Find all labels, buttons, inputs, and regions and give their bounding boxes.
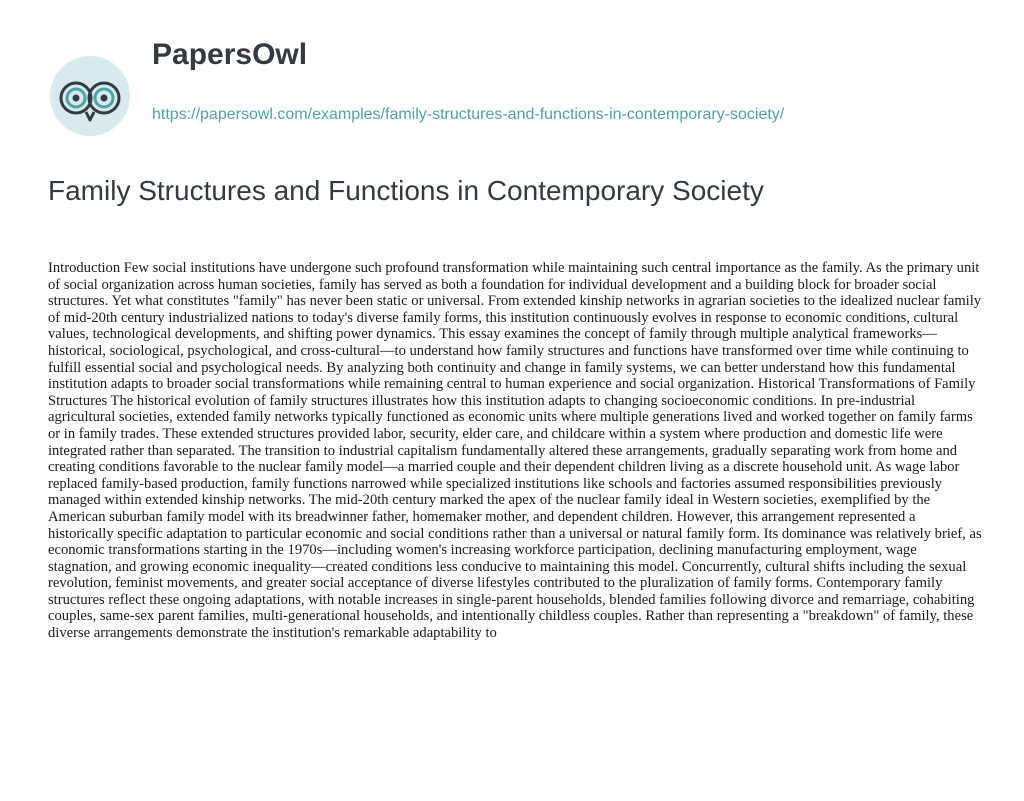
brand-name: PapersOwl — [152, 38, 308, 71]
essay-body: Introduction Few social institutions have undergone such profound transformation while maintaining such central importance as the family. As the primary unit of social organization across human societies, family has served as both a foundation for individual development and a building block for broader social structures. Yet what constitutes "family" has never been static or universal. From extended kinship networks in agrarian societies to the idealized nuclear family of mid-20th century industrialized nations to today's diverse family forms, this institution continuously evolves in response to economic conditions, cultural values, technological developments, and shifting power dynamics. This essay examines the concept of family through multiple analytical frameworks—historical, sociological, psychological, and cross-cultural—to understand how family structures and functions have transformed over time while continuing to fulfill essential social and psychological needs. By analyzing both continuity and change in family systems, we can better understand how this fundamental institution adapts to broader social transformations while remaining central to human experience and social organization. Historical Transformations of Family Structures The historical evolution of family structures illustrates how this institution adapts to changing socioeconomic conditions. In pre-industrial agricultural societies, extended family networks typically functioned as economic units where multiple generations lived and worked together on family farms or in family trades. These extended structures provided labor, security, elder care, and childcare within a system where production and domestic life were integrated rather than separated. The transition to industrial capitalism fundamentally altered these arrangements, gradually separating work from home and creating conditions favorable to the nuclear family model—a married couple and their dependent children living as a discrete household unit. As wage labor replaced family-based production, family functions narrowed while specialized institutions like schools and factories assumed responsibilities previously managed within extended kinship networks. The mid-20th century marked the apex of the nuclear family ideal in Western societies, exemplified by the American suburban family model with its breadwinner father, homemaker mother, and dependent children. However, this arrangement represented a historically specific adaptation to particular economic and social conditions rather than a universal or natural family form. Its dominance was relatively brief, as economic transformations starting in the 1970s—including women's increasing workforce participation, declining manufacturing employment, wage stagnation, and growing economic inequality—created conditions less conducive to maintaining this model. Concurrently, cultural shifts including the sexual revolution, feminist movements, and greater social acceptance of diverse lifestyles contributed to the pluralization of family forms. Contemporary family structures reflect these ongoing adaptations, with notable increases in single-parent households, blended families following divorce and remarriage, cohabiting couples, same-sex parent families, multi-generational households, and intentionally childless couples. Rather than representing a "breakdown" of family, these diverse arrangements demonstrate the institution's remarkable adaptability to — [48, 260, 982, 642]
source-url-link[interactable]: https://papersowl.com/examples/family-structures-and-functions-in-contemporary-society/ — [152, 106, 785, 123]
owl-eyes-logo-icon — [48, 54, 132, 138]
site-header — [44, 26, 984, 136]
essay-title: Family Structures and Functions in Contemporary Society — [48, 175, 764, 206]
